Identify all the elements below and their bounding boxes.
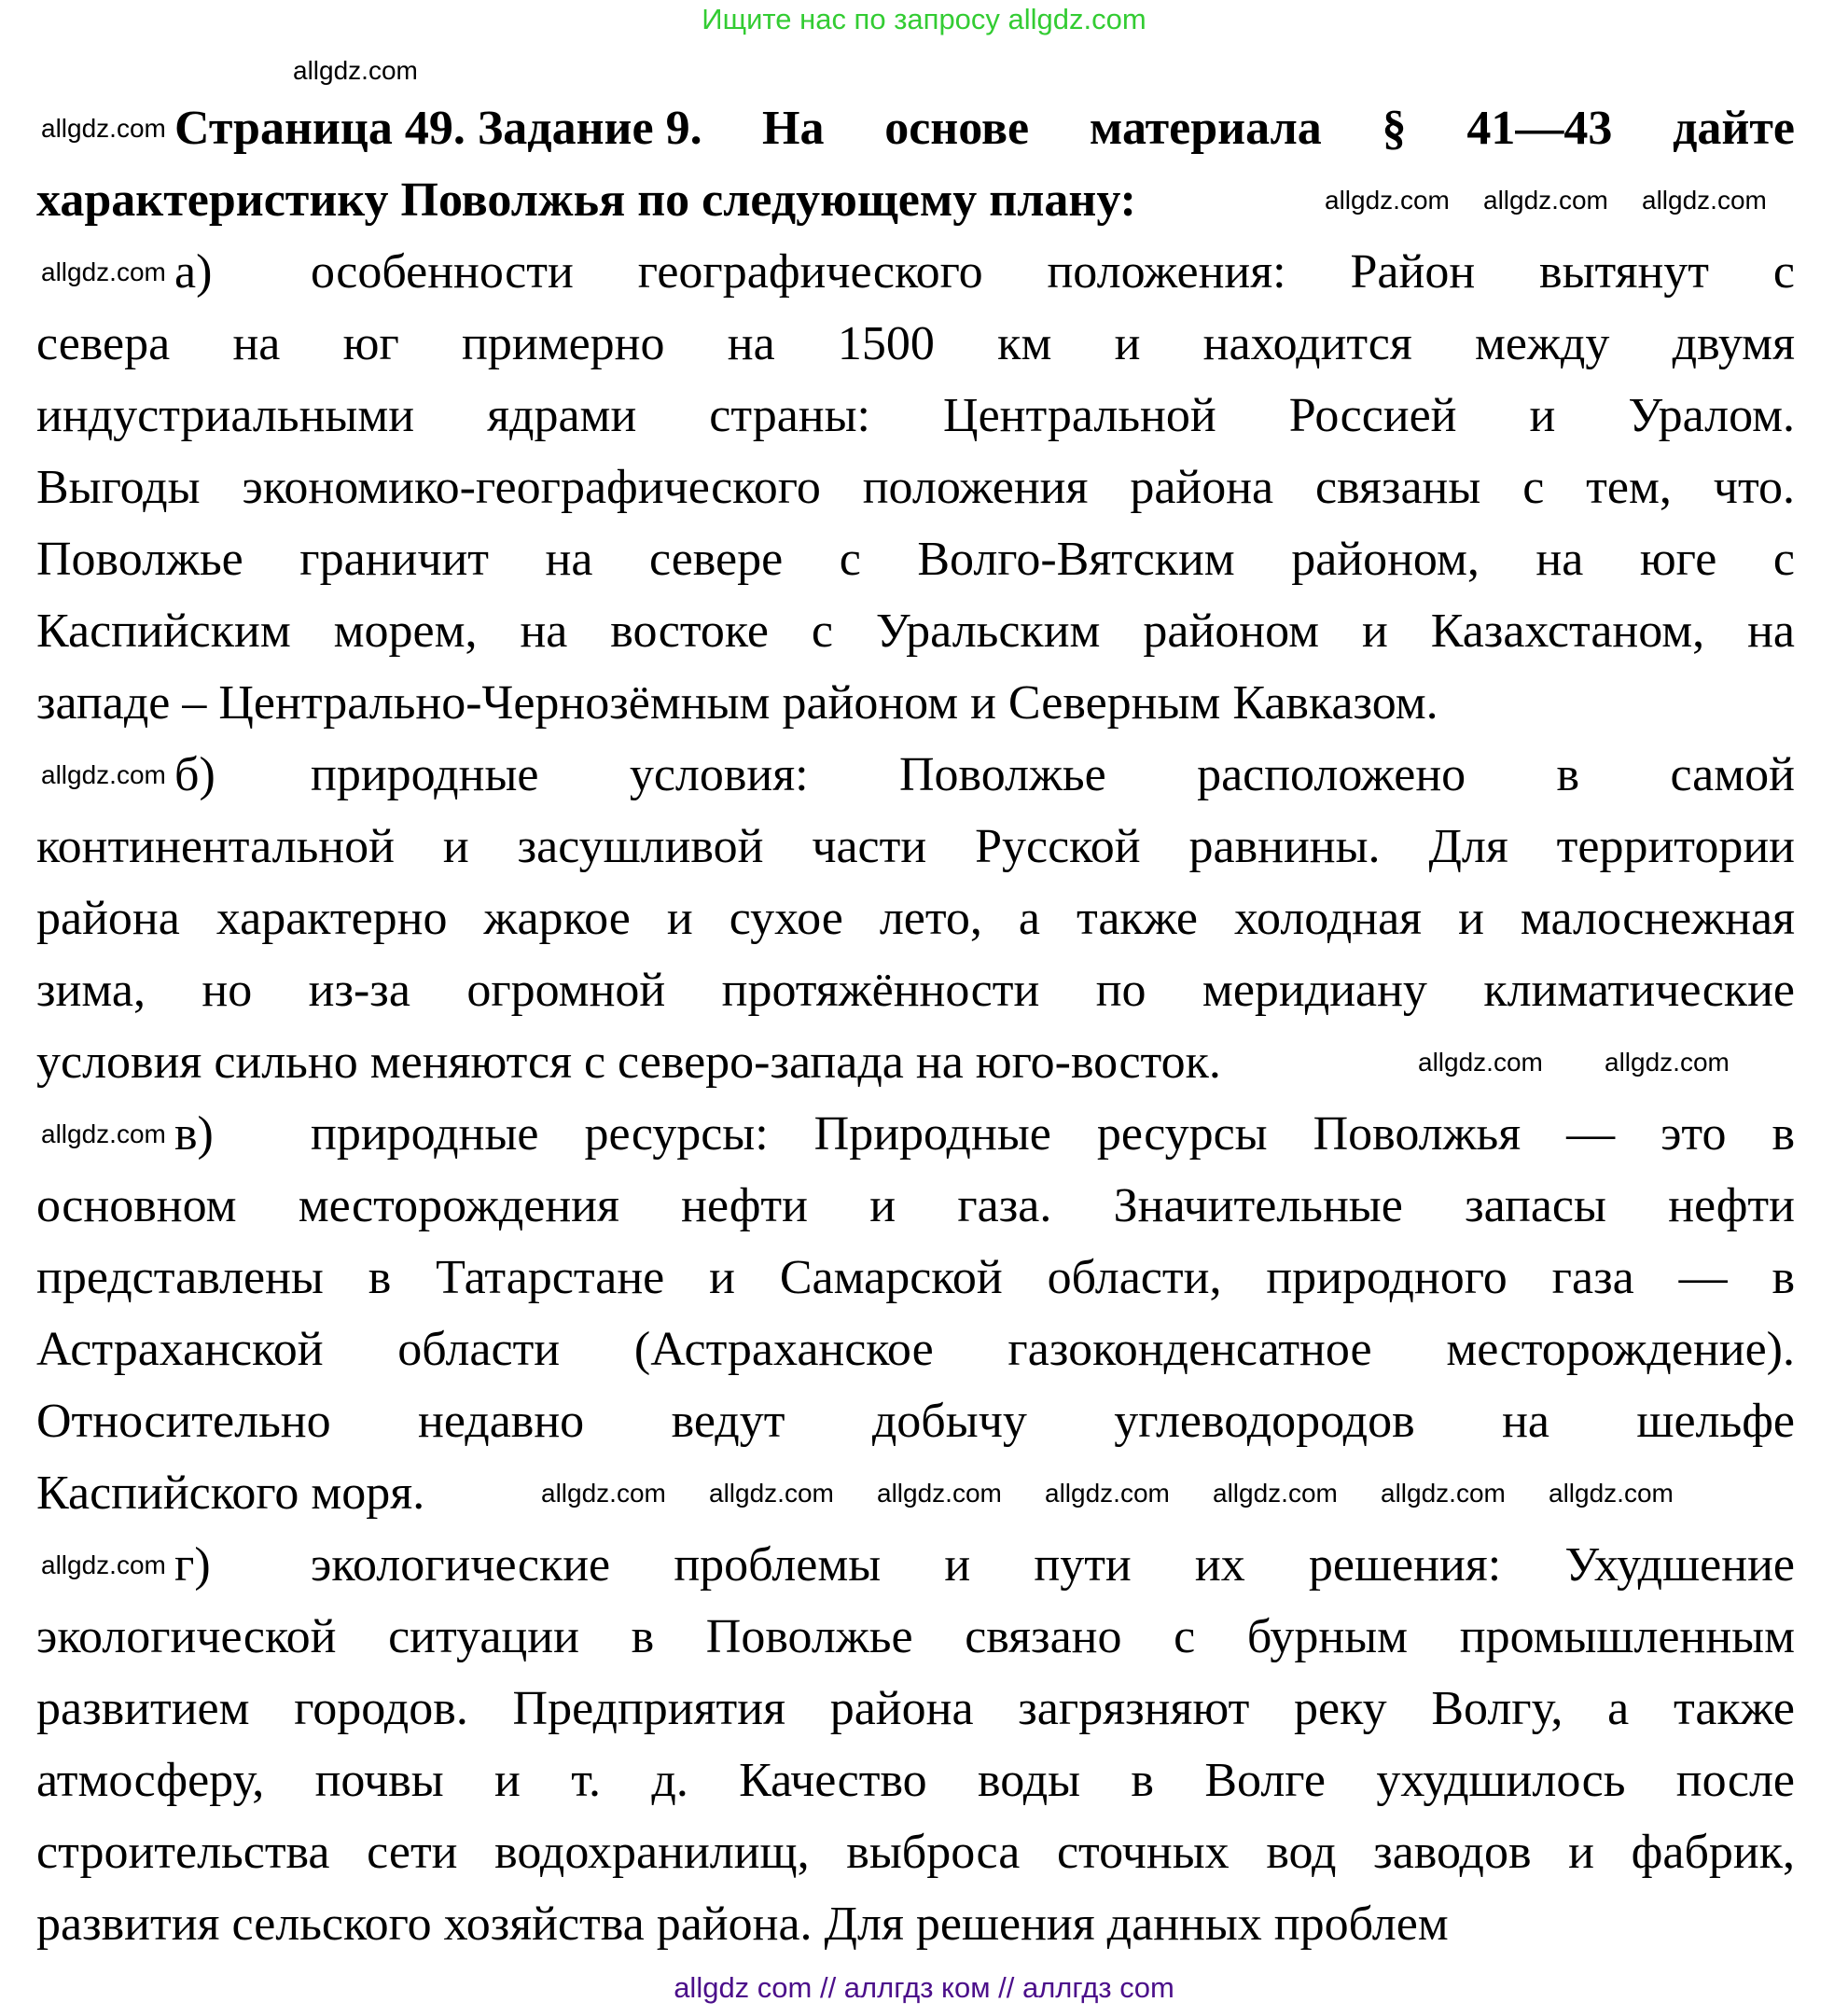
watermark: allgdz.com <box>709 1479 834 1508</box>
watermark: allgdz.com <box>41 114 166 143</box>
paragraph-text: Выгоды экономико-географического положения района связаны с тем, что. <box>36 461 1795 514</box>
task-number: Страница 49. Задание 9. <box>174 102 702 155</box>
paragraph-text: атмосферу, почвы и т. д. Качество воды в Волге ухудшилось после <box>36 1754 1795 1807</box>
mirror-links-footer: allgdz com // аллгдз ком // аллгдз com <box>674 1971 1174 2004</box>
watermark: allgdz.com <box>877 1479 1002 1508</box>
paragraph-line <box>36 236 1795 308</box>
paragraph-text: Относительно недавно ведут добычу углеводородов на шельфе <box>36 1395 1795 1448</box>
paragraph-text: представлены в Татарстане и Самарской области, природного газа — в <box>36 1251 1795 1304</box>
paragraph-line <box>36 1314 1795 1385</box>
paragraph-line <box>36 595 1795 667</box>
paragraph-text: строительства сети водохранилищ, выброса сточных вод заводов и фабрик, <box>36 1826 1795 1879</box>
paragraph-text: экологические проблемы и пути их решения: Ухудшение <box>311 1538 1795 1592</box>
paragraph-line <box>36 1385 1795 1457</box>
document-body <box>36 92 1795 1960</box>
paragraph-text: индустриальными ядрами страны: Центральной Россией и Уралом. <box>36 389 1795 442</box>
watermark: allgdz.com <box>1642 186 1767 215</box>
paragraph-text: севера на юг примерно на 1500 км и находится между двумя <box>36 317 1795 370</box>
paragraph-line <box>36 380 1795 452</box>
task-title-line-1 <box>36 92 1795 164</box>
task-instruction: На основе материала § 41—43 дайте <box>762 102 1795 155</box>
watermark: allgdz.com <box>1325 186 1450 215</box>
paragraph-text: особенности географического положения: Район вытянут с <box>311 245 1795 299</box>
paragraph-text: природные ресурсы: Природные ресурсы Поволжья — это в <box>311 1107 1795 1161</box>
paragraph-line <box>36 1098 1795 1170</box>
paragraph-label: в) <box>174 1107 214 1161</box>
paragraph-line <box>36 308 1795 380</box>
paragraph-line <box>36 1673 1795 1745</box>
watermark: allgdz.com <box>41 1119 166 1148</box>
paragraph-text: развития сельского хозяйства района. Для решения данных проблем <box>36 1898 1449 1951</box>
paragraph-line <box>36 452 1795 523</box>
paragraph-line <box>36 1888 1795 1960</box>
paragraph-line <box>36 667 1795 739</box>
paragraph-line <box>36 1529 1795 1601</box>
paragraph-line <box>36 1745 1795 1816</box>
paragraph-text: западе – Центрально-Чернозёмным районом и Северным Кавказом. <box>36 676 1438 730</box>
watermark: allgdz.com <box>1605 1048 1730 1077</box>
paragraph-line <box>36 1242 1795 1314</box>
paragraph-label: г) <box>174 1538 211 1592</box>
paragraph-text: района характерно жаркое и сухое лето, а также холодная и малоснежная <box>36 892 1795 945</box>
watermark: allgdz.com <box>41 760 166 789</box>
paragraph-text: экологической ситуации в Поволжье связано с бурным промышленным <box>36 1610 1795 1663</box>
paragraph-text: континентальной и засушливой части Русской равнины. Для территории <box>36 820 1795 873</box>
paragraph-line <box>36 1816 1795 1888</box>
watermark: allgdz.com <box>541 1479 666 1508</box>
paragraph-text: условия сильно меняются с северо-запада на юго-восток. <box>36 1036 1221 1089</box>
paragraph-line <box>36 1170 1795 1242</box>
watermark: allgdz.com <box>41 257 166 286</box>
watermark: allgdz.com <box>1213 1479 1338 1508</box>
watermark: allgdz.com <box>41 1550 166 1579</box>
watermark: allgdz.com <box>1381 1479 1506 1508</box>
paragraph-text: развитием городов. Предприятия района загрязняют реку Волгу, а также <box>36 1682 1795 1735</box>
paragraph-line <box>36 1601 1795 1673</box>
paragraph-line <box>36 883 1795 954</box>
paragraph-text: Поволжье граничит на севере с Волго-Вятским районом, на юге с <box>36 533 1795 586</box>
paragraph-label: а) <box>174 245 213 299</box>
paragraph-line <box>36 523 1795 595</box>
watermark: allgdz.com <box>1045 1479 1170 1508</box>
paragraph-label: б) <box>174 748 215 801</box>
paragraph-text: Каспийским морем, на востоке с Уральским районом и Казахстаном, на <box>36 605 1795 658</box>
paragraph-text: Каспийского моря. <box>36 1467 425 1520</box>
paragraph-line <box>36 811 1795 883</box>
paragraph-text: зима, но из-за огромной протяжённости по меридиану климатические <box>36 964 1795 1017</box>
paragraph-text: основном месторождения нефти и газа. Значительные запасы нефти <box>36 1179 1795 1232</box>
search-hint-banner: Ищите нас по запросу allgdz.com <box>702 3 1146 35</box>
paragraph-text: природные условия: Поволжье расположено в самой <box>311 748 1795 801</box>
watermark: allgdz.com <box>1549 1479 1674 1508</box>
paragraph-line <box>36 739 1795 811</box>
watermark: allgdz.com <box>293 56 418 85</box>
paragraph-line <box>36 954 1795 1026</box>
paragraph-text: Астраханской области (Астраханское газоконденсатное месторождение). <box>36 1323 1795 1376</box>
watermark: allgdz.com <box>1418 1048 1543 1077</box>
task-title-text: характеристику Поволжья по следующему плану: <box>36 174 1136 227</box>
watermark: allgdz.com <box>1483 186 1608 215</box>
